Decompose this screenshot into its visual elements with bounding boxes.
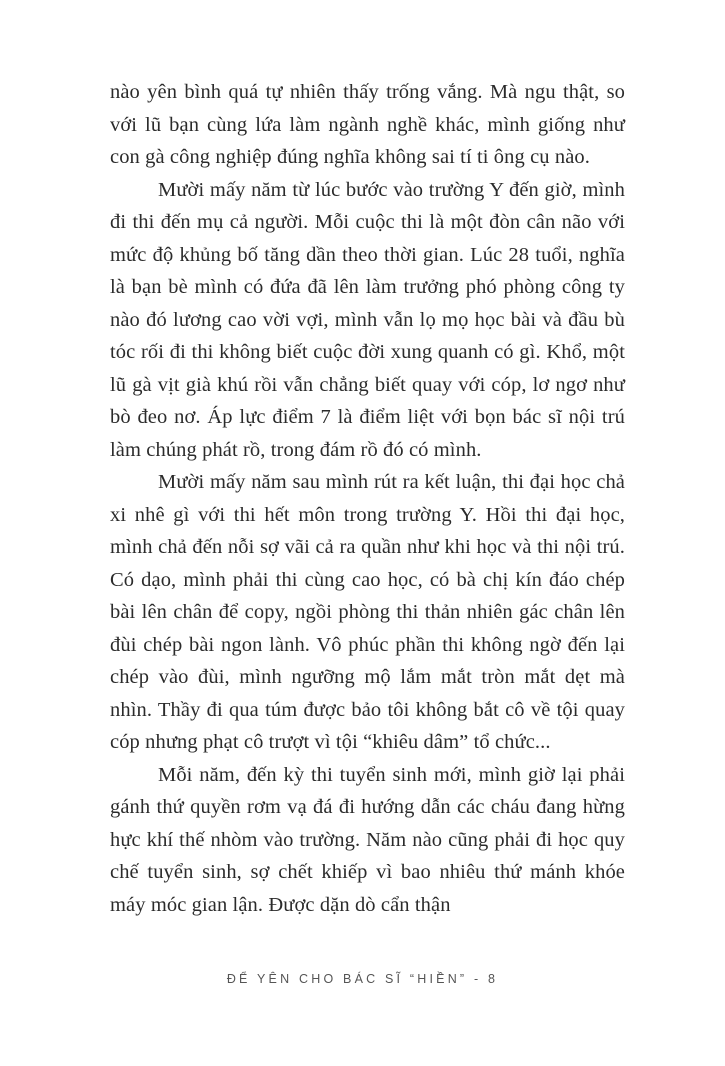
paragraph-2: Mười mấy năm từ lúc bước vào trường Y đến giờ, mình đi thi đến mụ cả người. Mỗi cuộc thi là một đòn cân não với mức độ khủng bố tăng dần theo thời gian. Lúc 28 tuổi, nghĩa là bạn bè mình có đứa đã lên làm trưởng phó phòng công ty nào đó lương cao vời vợi, mình vẫn lọ mọ học bài và đầu bù tóc rối đi thi không biết cuộc đời xung quanh có gì. Khổ, một lũ gà vịt già khú rồi vẫn chẳng biết quay với cóp, lơ ngơ như bò đeo nơ. Áp lực điểm 7 là điểm liệt với bọn bác sĩ nội trú làm chúng phát rồ, trong đám rồ đó có mình.	[110, 178, 625, 461]
paragraph-4: Mỗi năm, đến kỳ thi tuyển sinh mới, mình giờ lại phải gánh thứ quyền rơm vạ đá đi hướng dẫn các cháu đang hừng hực khí thế nhòm vào trường. Năm nào cũng phải đi học quy chế tuyển sinh, sợ chết khiếp vì bao nhiêu thứ mánh khóe máy móc gian lận. Được dặn dò cẩn thận	[110, 763, 625, 916]
page-footer: ĐỂ YÊN CHO BÁC SĨ “HIỀN” - 8	[226, 972, 499, 986]
paragraph-3: Mười mấy năm sau mình rút ra kết luận, thi đại học chả xi nhê gì với thi hết môn trong trường Y. Hồi thi đại học, mình chả đến nỗi sợ vãi cả ra quần như khi học và thi nội trú. Có dạo, mình phải thi cùng cao học, có bà chị kín đáo chép bài lên chân để copy, ngồi phòng thi thản nhiên gác chân lên đùi chép bài ngon lành. Vô phúc phần thi không ngờ đến lại chép vào đùi, mình ngưỡng mộ lắm mắt tròn mắt dẹt mà nhìn. Thầy đi qua túm được bảo tôi không bắt cô về tội quay cóp nhưng phạt cô trượt vì tội “khiêu dâm” tổ chức...	[110, 471, 625, 753]
body-text	[110, 76, 625, 921]
paragraph-1: nào yên bình quá tự nhiên thấy trống vắng. Mà ngu thật, so với lũ bạn cùng lứa làm ngành nghề khác, mình giống như con gà công nghiệp đúng nghĩa không sai tí ti ông cụ nào.	[110, 81, 625, 168]
